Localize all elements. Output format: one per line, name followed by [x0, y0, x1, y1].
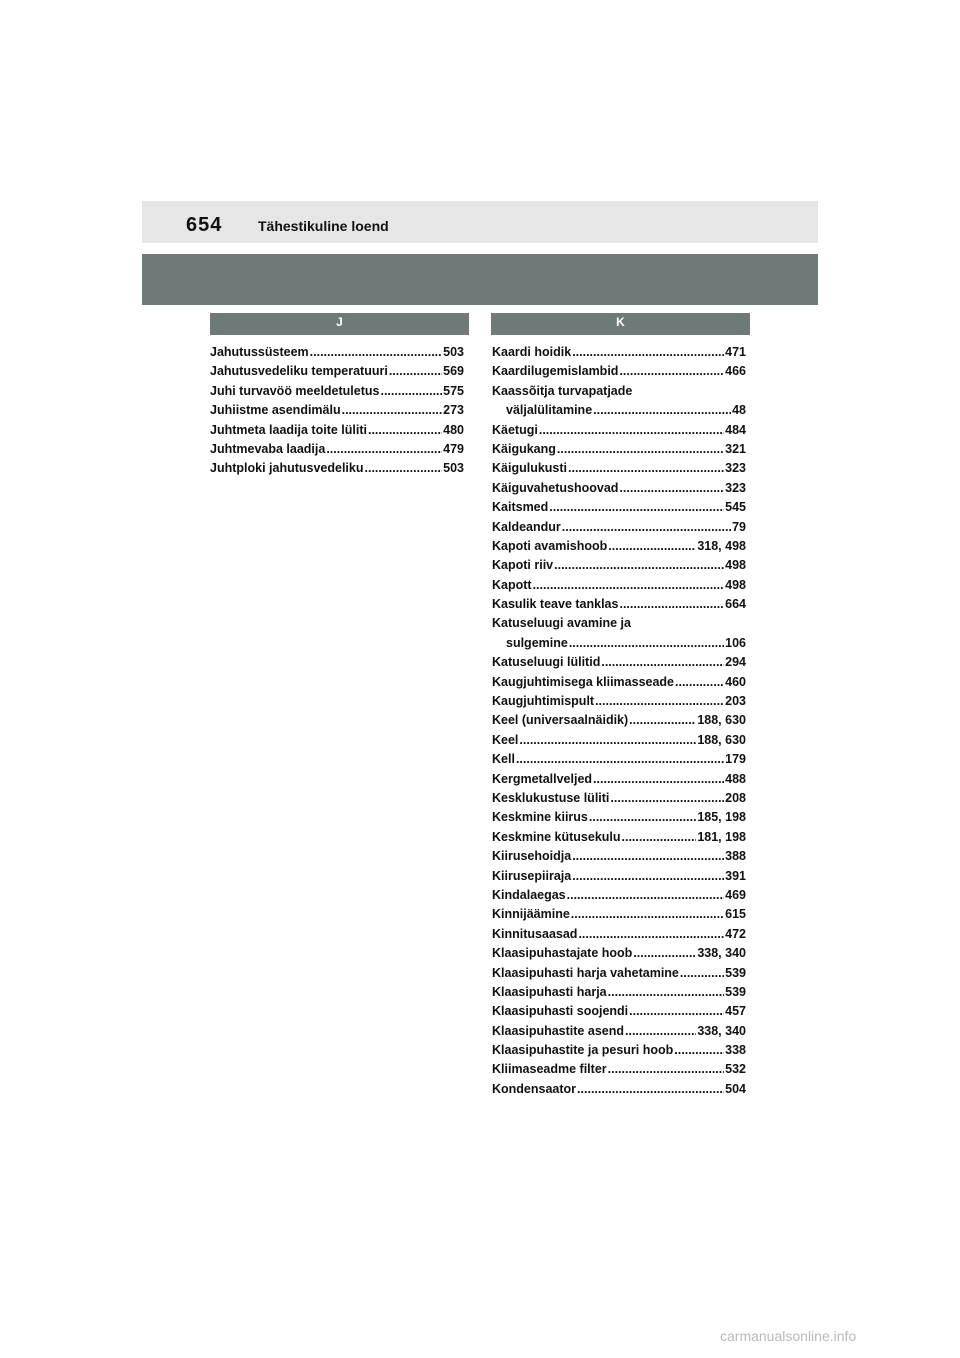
leader-dots [619, 362, 724, 381]
index-entry-text: Kindalaegas [492, 887, 566, 902]
index-entry-page: 391 [725, 868, 746, 883]
index-entry [492, 556, 746, 575]
index-entry [492, 576, 746, 595]
index-entry-page: 294 [725, 655, 746, 670]
index-entry-page: 480 [443, 422, 464, 437]
index-entry-page: 488 [725, 771, 746, 786]
index-entry-text: Kaldeandur [492, 519, 561, 534]
leader-dots [608, 537, 696, 556]
index-entry-text: Kinnitusaasad [492, 926, 578, 941]
leader-dots [572, 847, 724, 866]
index-entry-text: Katuseluugi lülitid [492, 655, 601, 670]
index-entry [492, 905, 746, 924]
index-entry [492, 421, 746, 440]
index-entry [492, 847, 746, 866]
index-entry-text: Klaasipuhastite asend [492, 1023, 624, 1038]
watermark: carmanualsonline.info [720, 1328, 857, 1344]
index-entry-page: 179 [725, 752, 746, 767]
index-entry-text: Kiirusepiiraja [492, 868, 572, 883]
index-entry-text: Kapott [492, 577, 532, 592]
index-entry-page: 469 [725, 887, 746, 902]
index-entry-page: 615 [725, 907, 746, 922]
section-title: Tähestikuline loend [258, 218, 389, 234]
index-entry-text: Juhi turvavöö meeldetuletus [210, 383, 380, 398]
index-entry [210, 459, 464, 478]
index-entry-page: 208 [725, 790, 746, 805]
index-entry-page: 466 [725, 364, 746, 379]
index-entry-text: Käiguvahetushoovad [492, 480, 619, 495]
index-entry-page: 532 [725, 1062, 746, 1077]
index-entry-text: Juhtploki jahutusvedeliku [210, 461, 364, 476]
index-entry-page: 188, 630 [697, 732, 746, 747]
index-entry-page: 472 [725, 926, 746, 941]
leader-dots [589, 808, 696, 827]
leader-dots [326, 440, 442, 459]
index-entry-text: Käetugi [492, 422, 538, 437]
leader-dots [619, 479, 724, 498]
index-entry-page: 106 [725, 635, 746, 650]
leader-dots [368, 421, 442, 440]
leader-dots [608, 1060, 725, 1079]
index-entry-text: Kergmetallveljed [492, 771, 593, 786]
index-entry [492, 479, 746, 498]
leader-dots [593, 770, 724, 789]
index-entry-page: 48 [732, 403, 746, 418]
index-entry [210, 440, 464, 459]
leader-dots [675, 673, 724, 692]
index-entry-page: 545 [725, 500, 746, 515]
leader-dots [519, 731, 696, 750]
index-entry-page: 503 [443, 461, 464, 476]
leader-dots [572, 343, 724, 362]
index-entry-page: 323 [725, 480, 746, 495]
index-entry-text: Juhiistme asendimälu [210, 403, 341, 418]
leader-dots [342, 401, 443, 420]
index-entry [492, 459, 746, 478]
index-entry-text: Katuseluugi avamine ja [492, 616, 631, 631]
index-entry-page: 539 [725, 984, 746, 999]
index-entry [492, 498, 746, 517]
index-entry-text: Kapoti riiv [492, 558, 554, 573]
index-entry [492, 711, 746, 730]
leader-dots [610, 789, 724, 808]
index-entry-text: Kondensaator [492, 1081, 577, 1096]
leader-dots [562, 518, 731, 537]
leader-dots [554, 556, 724, 575]
leader-dots [539, 421, 724, 440]
index-entry [492, 944, 746, 963]
index-entry-page: 273 [443, 403, 464, 418]
index-entry-page: 664 [725, 597, 746, 612]
index-entry [492, 828, 746, 847]
leader-dots [595, 692, 724, 711]
index-entry-page: 323 [725, 461, 746, 476]
index-entry-page: 457 [725, 1004, 746, 1019]
leader-dots [549, 498, 724, 517]
index-entry-page: 321 [725, 441, 746, 456]
index-entry [492, 867, 746, 886]
index-entry-page: 79 [732, 519, 746, 534]
index-entry-page: 498 [725, 558, 746, 573]
index-entry-text: Juhtmevaba laadija [210, 441, 326, 456]
leader-dots [365, 459, 443, 478]
leader-dots [578, 925, 724, 944]
index-column-j [210, 343, 464, 479]
index-entry [492, 653, 746, 672]
index-entry-page: 539 [725, 965, 746, 980]
index-entry-page: 471 [725, 345, 746, 359]
index-entry-text: Käigukang [492, 441, 556, 456]
index-entry-text: Kaitsmed [492, 500, 549, 515]
leader-dots [572, 867, 724, 886]
index-entry-page: 460 [725, 674, 746, 689]
leader-dots [380, 382, 442, 401]
leader-dots [674, 1041, 724, 1060]
index-entry-page: 188, 630 [697, 713, 746, 728]
index-entry-page: 503 [443, 345, 464, 359]
index-entry-text: Kaassõitja turvapatjade [492, 383, 633, 398]
index-entry [492, 750, 746, 769]
index-entry-text: Keel (universaalnäidik) [492, 713, 629, 728]
leader-dots [533, 576, 725, 595]
page-number: 654 [186, 214, 223, 236]
index-entry [492, 537, 746, 556]
index-entry-page: 338, 340 [697, 946, 746, 961]
leader-dots [569, 634, 724, 653]
index-entry [492, 808, 746, 827]
leader-dots [619, 595, 724, 614]
index-entry [492, 1022, 746, 1041]
index-entry-text: Juhtmeta laadija toite lüliti [210, 422, 367, 437]
leader-dots [389, 362, 442, 381]
index-entry-text: Kaardi hoidik [492, 345, 572, 359]
index-entry-text: Klaasipuhastajate hoob [492, 946, 633, 961]
header-band [142, 201, 818, 243]
index-entry-text: Kliimaseadme filter [492, 1062, 607, 1077]
index-entry-text: Klaasipuhasti harja vahetamine [492, 965, 679, 980]
index-entry [492, 789, 746, 808]
index-entry [210, 343, 464, 362]
leader-dots [680, 964, 724, 983]
index-entry-page: 338 [725, 1043, 746, 1058]
index-entry-text: Kiirusehoidja [492, 849, 572, 864]
index-entry [492, 401, 746, 420]
index-entry-page: 575 [443, 383, 464, 398]
index-entry [492, 886, 746, 905]
index-entry [492, 1041, 746, 1060]
index-entry-page: 203 [725, 694, 746, 709]
index-entry [492, 382, 746, 401]
index-entry-text: Kesklukustuse lüliti [492, 790, 610, 805]
index-column-k [492, 343, 746, 1099]
index-entry [492, 964, 746, 983]
index-entry-page: 504 [725, 1081, 746, 1096]
index-entry [210, 421, 464, 440]
index-entry-page: 484 [725, 422, 746, 437]
index-entry [492, 362, 746, 381]
index-entry [492, 925, 746, 944]
index-entry [492, 343, 746, 362]
index-entry-page: 185, 198 [697, 810, 746, 825]
index-entry-text: Keel [492, 732, 519, 747]
index-entry-page: 181, 198 [697, 829, 746, 844]
leader-dots [593, 401, 731, 420]
index-entry-text: Klaasipuhasti harja [492, 984, 607, 999]
index-entry-page: 479 [443, 441, 464, 456]
chapter-bar [142, 254, 818, 305]
index-entry [492, 1080, 746, 1099]
letter-heading-k: K [491, 313, 750, 335]
index-entry [492, 1002, 746, 1021]
index-entry [492, 770, 746, 789]
index-entry-text: sulgemine [506, 635, 568, 650]
index-entry-page: 498 [725, 577, 746, 592]
index-entry-text: Kapoti avamishoob [492, 538, 608, 553]
index-entry [210, 362, 464, 381]
leader-dots [571, 905, 724, 924]
index-entry-text: Kaardilugemislambid [492, 364, 619, 379]
leader-dots [629, 1002, 724, 1021]
index-entry [492, 518, 746, 537]
index-entry [492, 673, 746, 692]
index-entry-text: Kell [492, 752, 515, 767]
index-entry-page: 569 [443, 364, 464, 379]
leader-dots [622, 828, 697, 847]
index-entry-page: 318, 498 [697, 538, 746, 553]
letter-heading-j: J [210, 313, 469, 335]
index-entry-text: Kasulik teave tanklas [492, 597, 619, 612]
index-entry-text: Jahutussüsteem [210, 345, 309, 359]
index-entry [210, 382, 464, 401]
index-entry-text: Jahutusvedeliku temperatuuri [210, 364, 388, 379]
leader-dots [629, 711, 696, 730]
index-entry [492, 614, 746, 633]
leader-dots [568, 459, 724, 478]
index-entry [492, 692, 746, 711]
index-entry [492, 440, 746, 459]
leader-dots [577, 1080, 724, 1099]
index-entry [492, 983, 746, 1002]
index-entry-text: väljalülitamine [506, 403, 593, 418]
leader-dots [557, 440, 724, 459]
index-entry-text: Käigulukusti [492, 461, 568, 476]
index-entry-text: Klaasipuhastite ja pesuri hoob [492, 1043, 674, 1058]
index-entry [492, 634, 746, 653]
index-entry-text: Kaugjuhtimispult [492, 694, 595, 709]
index-entry-text: Keskmine kütusekulu [492, 829, 621, 844]
index-entry-page: 388 [725, 849, 746, 864]
leader-dots [601, 653, 724, 672]
index-entry-text: Kaugjuhtimisega kliimasseade [492, 674, 675, 689]
leader-dots [633, 944, 696, 963]
index-entry [210, 401, 464, 420]
index-entry [492, 595, 746, 614]
index-entry-text: Kinnijäämine [492, 907, 570, 922]
leader-dots [516, 750, 724, 769]
leader-dots [608, 983, 725, 1002]
leader-dots [310, 343, 442, 362]
index-entry-text: Keskmine kiirus [492, 810, 588, 825]
leader-dots [625, 1022, 696, 1041]
index-entry [492, 1060, 746, 1079]
index-entry [492, 731, 746, 750]
index-entry-text: Klaasipuhasti soojendi [492, 1004, 629, 1019]
index-entry-page: 338, 340 [697, 1023, 746, 1038]
leader-dots [567, 886, 725, 905]
